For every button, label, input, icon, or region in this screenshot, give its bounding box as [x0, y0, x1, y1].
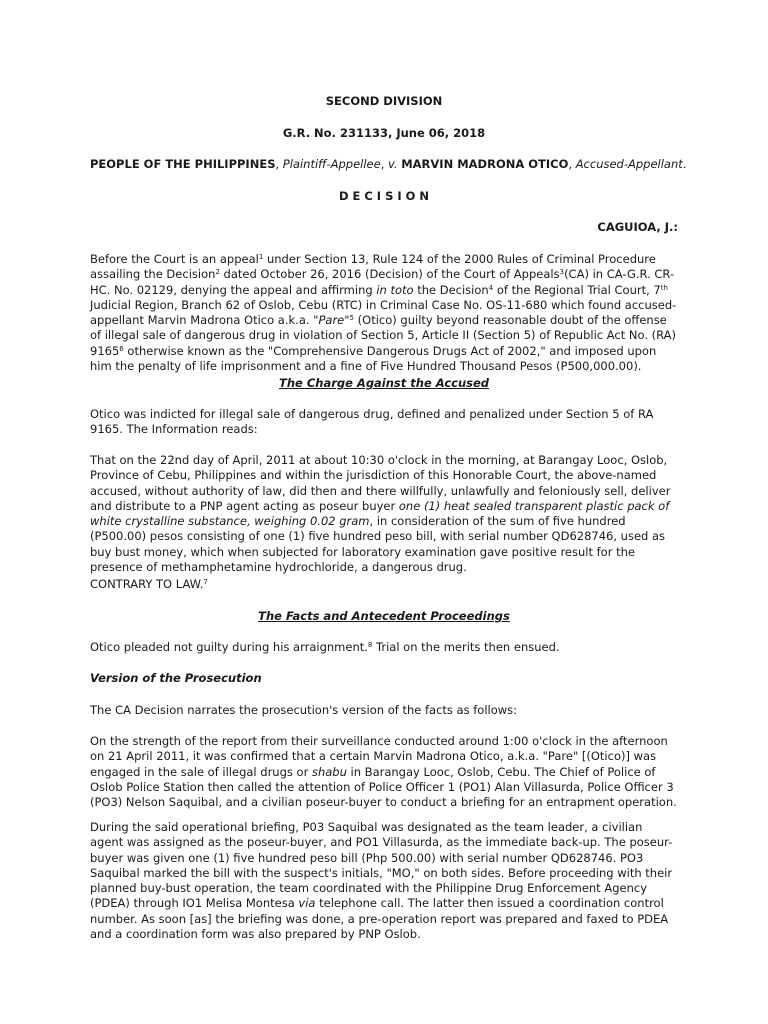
paragraph-ca-narration: The CA Decision narrates the prosecution's version of the facts as follows: [90, 703, 518, 717]
decision-title: D E C I S I O N [338, 189, 430, 203]
p8-via: via [298, 896, 316, 911]
footnote-ref-3[interactable]: 3 [559, 268, 565, 277]
paragraph-indictment: Otico was indicted for illegal sale of dangerous drug, defined and penalized under Section 5 of RA 9165. The Information reads: [90, 407, 654, 437]
p1-text-d: (CA) in CA-G.R. CR-HC. No. 02129, denying the appeal and affirming [90, 267, 675, 297]
p1-alias: "Pare" [313, 313, 350, 328]
p7-shabu: shabu [311, 764, 347, 779]
p5-text-b: Trial on the merits then ensued. [372, 640, 560, 654]
p5-text-a: Otico pleaded not guilty during his arraignment. [90, 640, 368, 654]
contrary-to-law: CONTRARY TO LAW. [90, 577, 204, 591]
p1-text-g: Judicial Region, Branch 62 of Oslob, Cebu (RTC) in Criminal Case No. OS-11-680 which found accused-appellant Marvin Madrona Otico a.k.a. [90, 297, 677, 328]
ordinal-suffix: th [660, 283, 668, 292]
p8-text-b: telephone call. The latter then issued a coordination control number. As soon [as] the briefing was done, a pre-operation report was prepared and faxed to PDEA and a coordination form was also prepared by PNP Oslob. [90, 896, 669, 942]
document-page [90, 0, 687, 1024]
footnote-ref-5[interactable]: 5 [349, 314, 355, 323]
case-number: G.R. No. 231133, June 06, 2018 [282, 126, 486, 140]
accused-role: Accused-Appellant [575, 157, 683, 171]
section-heading-facts: The Facts and Antecedent Proceedings [258, 609, 510, 623]
p7-text-a: On the strength of the report from their surveillance conducted around 1:00 o'clock in the afternoon on 21 April 2011, it was confirmed that a certain Marvin Madrona Otico, a.k.a. "Pare" [(Otico)] was engaged in the sale of illegal drugs or [90, 734, 668, 779]
versus: v. [388, 157, 398, 171]
plaintiff-name: PEOPLE OF THE PHILIPPINES [90, 157, 276, 171]
ponente: CAGUIOA, J.: [597, 220, 678, 234]
section-heading-charge: The Charge Against the Accused [278, 376, 490, 390]
division-heading: SECOND DIVISION [325, 94, 443, 108]
p1-in-toto: in toto [376, 282, 414, 297]
footnote-ref-1[interactable]: 1 [258, 253, 264, 261]
paragraph-arraignment [90, 640, 678, 655]
footnote-ref-8[interactable]: 8 [367, 641, 373, 649]
p1-text-e: the Decision [413, 282, 489, 297]
footnote-ref-4[interactable]: 4 [488, 283, 494, 292]
p1-text-b: under Section 13, Rule 124 of the 2000 Rules of Criminal Procedure assailing the Decision [90, 252, 656, 282]
p3-italic-substance: one (1) heat sealed transparent plastic pack of white crystalline substance, weighing 0.02 gram [90, 498, 670, 529]
paragraph-surveillance [90, 734, 678, 810]
p1-text-a: Before the Court is an appeal [90, 252, 259, 266]
paragraph-briefing [90, 820, 678, 942]
p3-text-b: , in consideration of the sum of five hundred (P500.00) pesos consisting of one (1) five hundred peso bill, with serial number QD628746, used as buy bust money, which when subjected for laboratory examination gave positive result for the presence of methamphetamine hydrochloride, a dangerous drug. [90, 514, 666, 575]
p8-text-a: During the said operational briefing, P03 Saquibal was designated as the team leader, a civilian agent was assigned as the poseur-buyer, and PO1 Villasurda, as the immediate back-up. The poseur-buyer was given one (1) five hundred peso bill (Php 500.00) with serial number QD628746. PO3 Saquibal marked the bill with the suspect's initials, "MO," on both sides. Before proceeding with their planned buy-bust operation, the team coordinated with the Philippine Drug Enforcement Agency (PDEA) through IO1 Melisa Montesa [90, 820, 673, 911]
p7-text-b: in Barangay Looc, Oslob, Cebu. The Chief of Police of Oslob Police Station then called the attention of Police Officer 1 (PO1) Alan Villasurda, Police Officer 3 (PO3) Nelson Saquibal, and a civilian poseur-buyer to conduct a briefing for an entrapment operation. [90, 764, 677, 810]
p1-text-i: otherwise known as the "Comprehensive Dangerous Drugs Act of 2002," and imposed upon him the penalty of life imprisonment and a fine of Five Hundred Thousand Pesos (P500,000.00). [90, 343, 657, 374]
p1-text-h: (Otico) guilty beyond reasonable doubt of the offense of illegal sale of dangerous drug in violation of Section 5, Article II (Section 5) of Republic Act No. (RA) 9165 [90, 313, 677, 358]
p1-text-c: dated October 26, 2016 (Decision) of the Court of Appeals [219, 267, 560, 282]
footnote-ref-6[interactable]: 6 [119, 344, 124, 353]
section-heading-prosecution: Version of the Prosecution [90, 671, 262, 685]
plaintiff-role: Plaintiff-Appellee [282, 157, 381, 171]
paragraph-intro [90, 252, 678, 374]
footnote-ref-2[interactable]: 2 [215, 268, 220, 277]
footnote-ref-7[interactable]: 7 [203, 578, 208, 586]
paragraph-information [90, 453, 678, 575]
paragraph-contrary [90, 577, 678, 592]
p1-text-f: of the Regional Trial Court, 7 [493, 282, 661, 297]
p3-text-a: That on the 22nd day of April, 2011 at about 10:30 o'clock in the morning, at Barangay Looc, Oslob, Province of Cebu, Philippines and within the jurisdiction of this Honorable Court, the above-named accused, without authority of law, did then and there willfully, unlawfully and feloniously sell, deliver and distribute to a PNP agent acting as poseur buyer [90, 453, 671, 513]
parties-line: PEOPLE OF THE PHILIPPINES, Plaintiff-Appellee, v. MARVIN MADRONA OTICO, Accused-Appellant. [90, 157, 687, 171]
accused-name: MARVIN MADRONA OTICO [401, 157, 569, 171]
